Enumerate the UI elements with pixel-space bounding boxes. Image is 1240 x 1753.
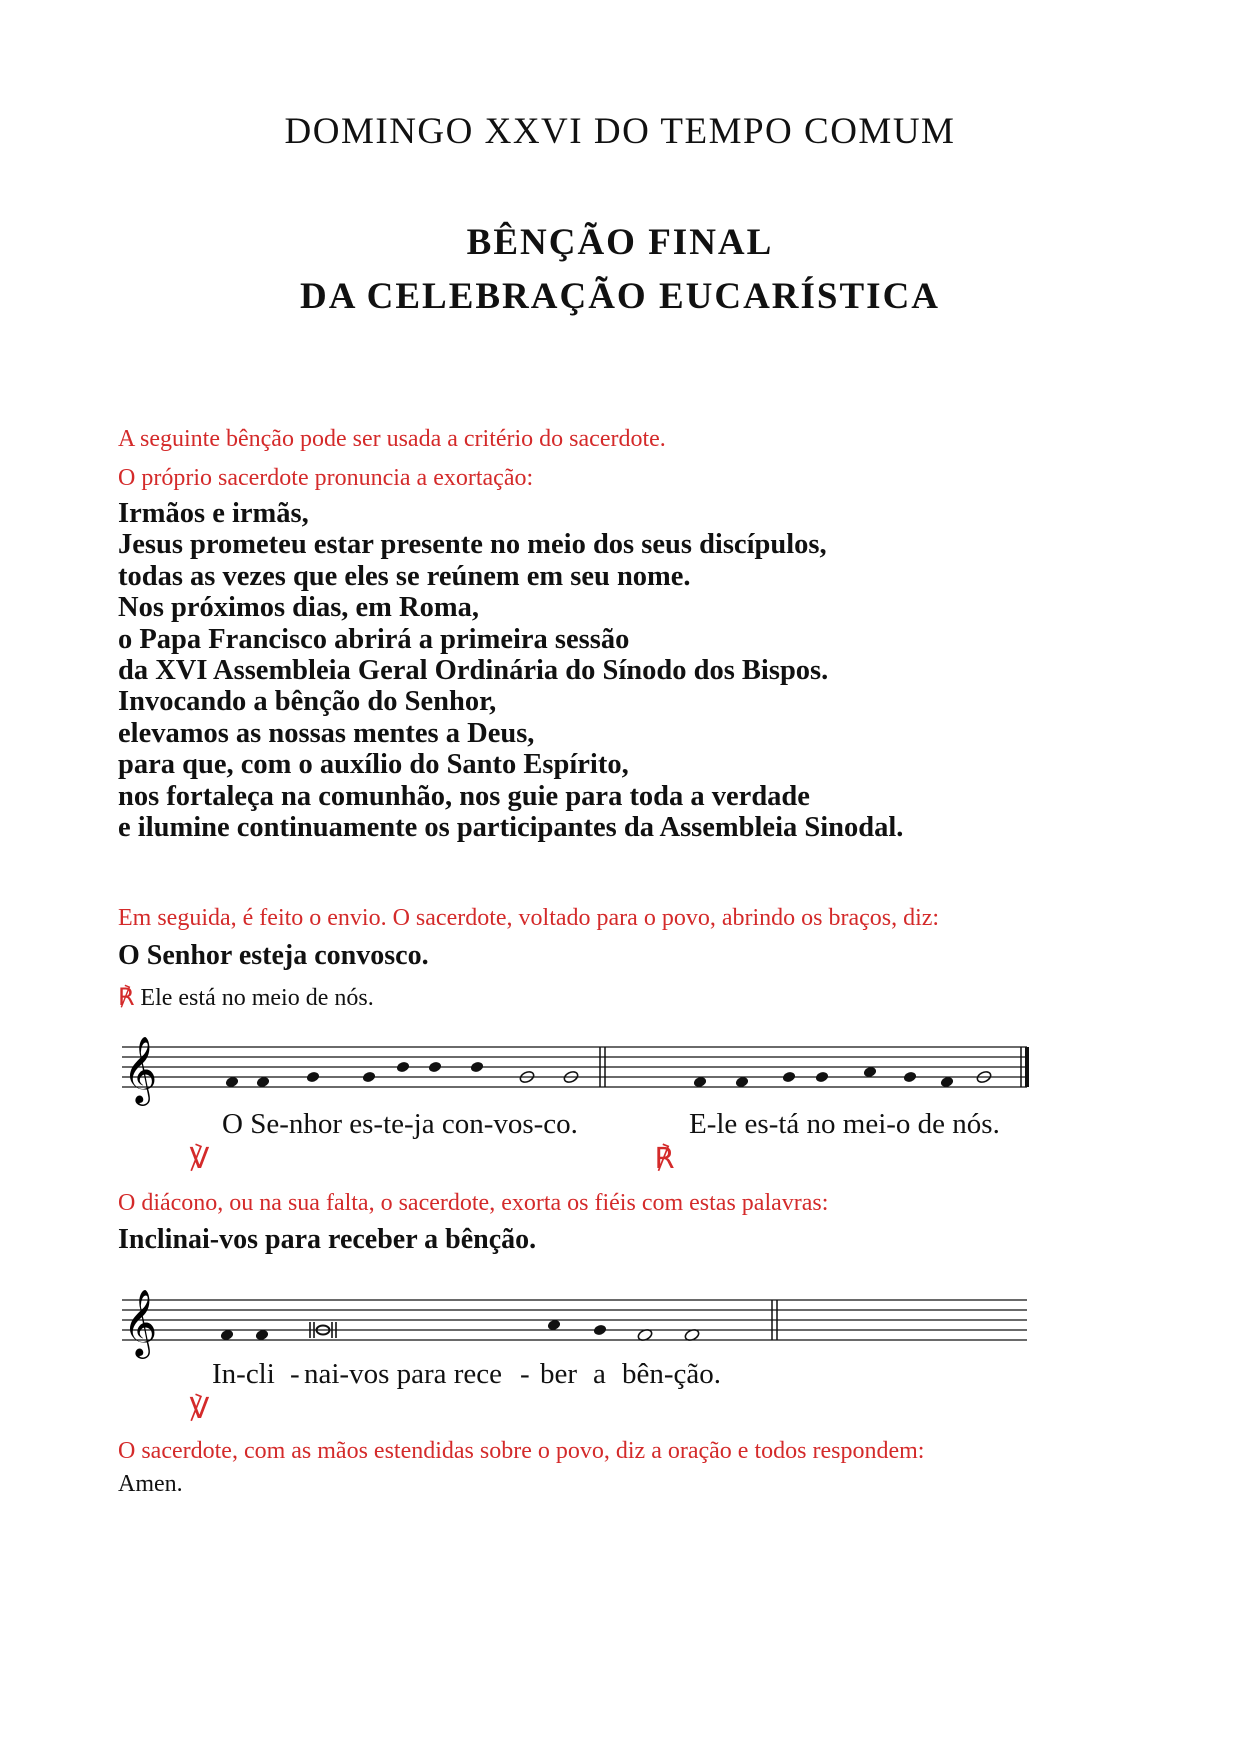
exhortation-line: o Papa Francisco abrirá a primeira sessão	[118, 623, 630, 655]
exhortation-line: todas as vezes que eles se reúnem em seu nome.	[118, 560, 691, 592]
greeting-text: O Senhor esteja convosco.	[118, 940, 429, 971]
chant2-syllable: bên-ção.	[622, 1358, 722, 1390]
chant2-syllable: In-cli	[212, 1358, 275, 1390]
chant2-syllable: nai-vos para rece	[304, 1358, 503, 1390]
page-title-line2: DA CELEBRAÇÃO EUCARÍSTICA	[299, 276, 941, 317]
exhortation-line: da XVI Assembleia Geral Ordinária do Sínodo dos Bispos.	[118, 655, 829, 687]
chant2-versicle-symbol	[175, 1358, 209, 1426]
rubric-exhortation: O próprio sacerdote pronuncia a exortação:	[118, 465, 534, 491]
exhortation-line: Nos próximos dias, em Roma,	[118, 592, 479, 624]
rubric-prayer: O sacerdote, com as mãos estendidas sobre o povo, diz a oração e todos respondem:	[118, 1438, 925, 1464]
response-symbol: ℟	[654, 1143, 675, 1175]
page-subtitle: DOMINGO XXVI DO TEMPO COMUM	[284, 111, 956, 152]
invitation-text: Inclinai-vos para receber a bênção.	[118, 1224, 537, 1255]
exhortation-line: elevamos as nossas mentes a Deus,	[118, 717, 535, 749]
rubric-deacon: O diácono, ou na sua falta, o sacerdote, exorta os fiéis com estas palavras:	[118, 1190, 829, 1216]
page-title-line1: BÊNÇÃO FINAL	[466, 222, 774, 263]
treble-clef-icon: 𝄞	[123, 1035, 158, 1103]
exhortation-line: para que, com o auxílio do Santo Espírito,	[118, 749, 629, 781]
chant2-syllable: a	[593, 1358, 606, 1390]
note	[593, 1324, 608, 1337]
rubric-dismissal: Em seguida, é feito o envio. O sacerdote, voltado para o povo, abrindo os braços, diz:	[118, 905, 940, 931]
chant1-versicle-lyric: O Se-nhor es-te-ja con-vos-co.	[222, 1108, 578, 1140]
exhortation-line: Invocando a bênção do Senhor,	[118, 686, 497, 718]
exhortation-line: nos fortaleça na comunhão, nos guie para toda a verdade	[118, 780, 810, 812]
exhortation-line: Irmãos e irmãs,	[118, 498, 309, 529]
chant2-hyphen: -	[290, 1358, 300, 1390]
response-text: Ele está no meio de nós.	[140, 985, 374, 1011]
amen-text: Amen.	[118, 1471, 183, 1497]
chant1-response-lyric: E-le es-tá no mei-o de nós.	[689, 1108, 1000, 1140]
versicle-symbol: ℣	[189, 1143, 210, 1175]
exhortation-line: Jesus prometeu estar presente no meio dos seus discípulos,	[118, 529, 827, 561]
treble-clef-icon: 𝄞	[123, 1288, 158, 1356]
response-symbol: ℟	[118, 985, 135, 1011]
versicle-symbol: ℣	[189, 1393, 210, 1425]
exhortation-line: e ilumine continuamente os participantes da Assembleia Sinodal.	[118, 812, 904, 844]
chant2-hyphen: -	[520, 1358, 530, 1390]
chant2-syllable: ber	[540, 1358, 578, 1390]
rubric-criterion: A seguinte bênção pode ser usada a critério do sacerdote.	[118, 426, 666, 452]
